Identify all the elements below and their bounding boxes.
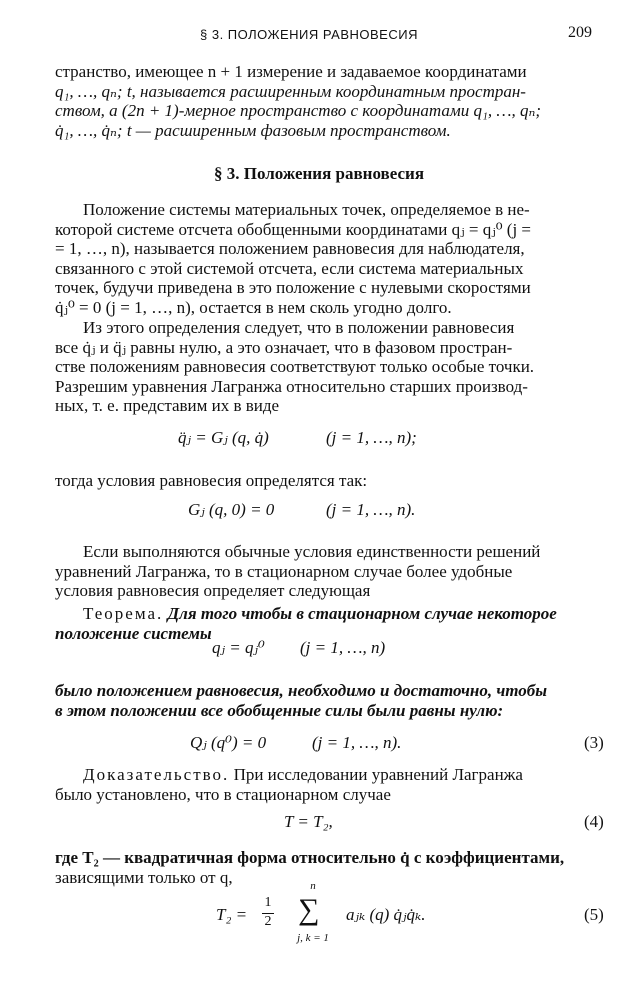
equation-condition: (j = 1, …, n); bbox=[326, 428, 417, 447]
text-line: где T₂ — квадратичная форма относительно q̇ с коэффициентами, bbox=[55, 848, 565, 867]
paragraph-continuation bbox=[55, 62, 605, 140]
text-line: При исследовании уравнений Лагранжа bbox=[233, 765, 523, 784]
sum-upper-limit: n bbox=[310, 880, 316, 892]
page-number: 209 bbox=[568, 24, 592, 41]
text-line: q₁, …, qₙ; t, называется расширенным координатным простран- bbox=[55, 81, 526, 101]
text-line: было положением равновесия, необходимо и достаточно, чтобы bbox=[55, 681, 548, 700]
paragraph-definition bbox=[55, 200, 605, 317]
sum-lower-limit: j, k = 1 bbox=[297, 932, 329, 944]
equation-lhs: qⱼ = qⱼ⁰ bbox=[212, 638, 265, 657]
equation-condition: (j = 1, …, n). bbox=[312, 733, 402, 752]
text-line: Разрешим уравнения Лагранжа относительно старших производ- bbox=[55, 376, 528, 396]
equation-lhs: q̈ⱼ = Gⱼ (q, q̇) bbox=[178, 428, 269, 447]
text-line: q̇ⱼ⁰ = 0 (j = 1, …, n), остается в нем сколь угодно долго. bbox=[55, 297, 452, 317]
text-line: ных, т. е. представим их в виде bbox=[55, 396, 280, 415]
equation-lhs: T = T₂, bbox=[284, 812, 333, 831]
text-line: которой системе отсчета обобщенными координатами qⱼ = qⱼ⁰ (j = bbox=[55, 219, 532, 239]
text-line: Если выполняются обычные условия единственности решений bbox=[83, 542, 541, 561]
text-line: все q̇ⱼ и q̈ⱼ равны нулю, а это означает, что в фазовом простран- bbox=[55, 337, 513, 357]
equation-condition: (j = 1, …, n). bbox=[326, 500, 416, 519]
equation-number: (4) bbox=[584, 812, 604, 831]
text-line: q̇₁, …, q̇ₙ; t — расширенным фазовым пространством. bbox=[55, 120, 451, 140]
text-line: в этом положении все обобщенные силы были равны нулю: bbox=[55, 700, 504, 720]
text-line: уравнений Лагранжа, то в стационарном случае более удобные bbox=[55, 561, 513, 581]
text-line: точек, будучи приведена в это положение с нулевыми скоростями bbox=[55, 278, 531, 297]
equation-lhs: Gⱼ (q, 0) = 0 bbox=[188, 500, 275, 519]
equation-lhs: Qⱼ (q⁰) = 0 bbox=[190, 733, 267, 752]
equation-rhs: aⱼₖ (q) q̇ⱼq̇ₖ. bbox=[346, 905, 426, 924]
fraction-numerator: 1 bbox=[264, 895, 272, 910]
proof-label: Доказательство. bbox=[83, 765, 230, 784]
text-line: было установлено, что в стационарном случае bbox=[55, 784, 391, 804]
text-line: стве положениям равновесия соответствуют только особые точки. bbox=[55, 357, 535, 376]
text-line: условия равновесия определяет следующая bbox=[55, 581, 371, 600]
text-line: Для того чтобы в стационарном случае некоторое bbox=[167, 604, 557, 623]
text-line: тогда условия равновесия определятся так: bbox=[55, 471, 368, 490]
fraction-denominator: 2 bbox=[264, 914, 272, 929]
text-line: странство, имеющее n + 1 измерение и задаваемое координатами bbox=[55, 62, 527, 81]
theorem-label: Теорема. bbox=[83, 604, 164, 623]
paragraph-uniqueness bbox=[55, 542, 605, 601]
proof-paragraph bbox=[55, 765, 605, 804]
running-header: § 3. ПОЛОЖЕНИЯ РАВНОВЕСИЯ bbox=[200, 27, 418, 42]
equation-condition: (j = 1, …, n) bbox=[300, 638, 386, 657]
text-line: положение системы bbox=[55, 623, 212, 643]
section-title: § 3. Положения равновесия bbox=[213, 164, 425, 183]
text-line: Положение системы материальных точек, определяемое в не- bbox=[83, 200, 530, 219]
text-line: связанного с этой системой отсчета, если система материальных bbox=[55, 258, 524, 278]
text-line: = 1, …, n), называется положением равновесия для наблюдателя, bbox=[55, 239, 525, 258]
theorem-continuation bbox=[55, 681, 605, 720]
text-line: ством, а (2n + 1)-мерное пространство с координатами q₁, …, qₙ; bbox=[55, 101, 542, 120]
summation-sign: ∑ bbox=[298, 893, 320, 926]
paragraph-consequence bbox=[55, 318, 605, 416]
equation-number: (3) bbox=[584, 733, 604, 752]
equation-number: (5) bbox=[584, 905, 604, 924]
text-line: Из этого определения следует, что в положении равновесия bbox=[83, 318, 515, 337]
text-line: зависящими только от q, bbox=[55, 867, 233, 887]
equation-lhs: T₂ = bbox=[216, 905, 248, 924]
